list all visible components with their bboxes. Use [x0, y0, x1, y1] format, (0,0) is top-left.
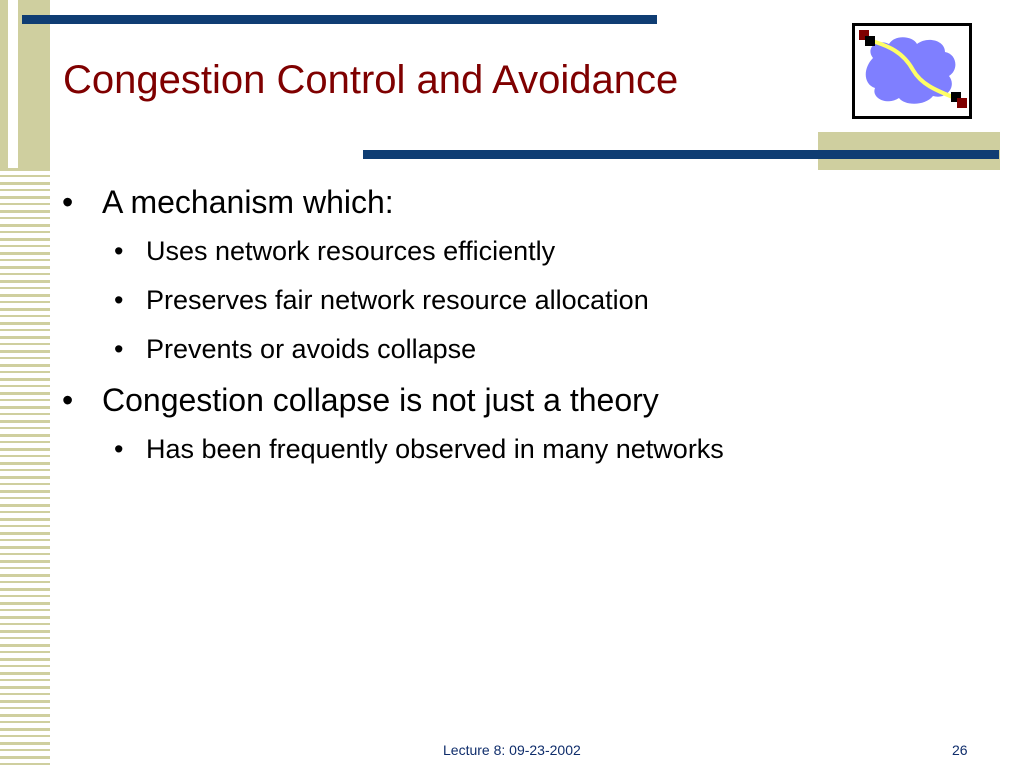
footer-lecture-label: Lecture 8: 09-23-2002 [443, 742, 581, 758]
slide-title: Congestion Control and Avoidance [63, 58, 679, 102]
slide-body [62, 182, 982, 466]
network-logo [852, 23, 972, 119]
bullet-item [62, 182, 982, 222]
left-decorative-gap [8, 0, 18, 168]
node-black-topleft [865, 36, 875, 46]
sub-bullet-text: Prevents or avoids collapse [146, 334, 477, 364]
sub-bullet-item [62, 234, 982, 268]
bullet-icon: • [114, 236, 124, 266]
node-red-bottomright [957, 98, 967, 108]
bullet-icon: • [114, 334, 124, 364]
sub-bullet-text: Uses network resources efficiently [146, 236, 556, 266]
sub-bullet-text: Has been frequently observed in many networks [146, 434, 724, 464]
left-decorative-column [22, 0, 44, 168]
network-cloud-icon [855, 26, 969, 116]
sub-bullet-item [62, 283, 982, 317]
bullet-icon: • [62, 184, 74, 220]
bullet-icon: • [62, 382, 74, 418]
bullet-item [62, 380, 982, 420]
top-decorative-bar [22, 15, 657, 24]
sub-bullet-item [62, 432, 982, 466]
title-underline-bar [363, 150, 999, 159]
bullet-text: Congestion collapse is not just a theory [102, 382, 659, 418]
bullet-icon: • [114, 285, 124, 315]
bullet-icon: • [114, 434, 124, 464]
slide-page-number: 26 [952, 742, 968, 758]
bullet-text: A mechanism which: [102, 184, 394, 220]
sub-bullet-item [62, 332, 982, 366]
sub-bullet-text: Preserves fair network resource allocation [146, 285, 649, 315]
